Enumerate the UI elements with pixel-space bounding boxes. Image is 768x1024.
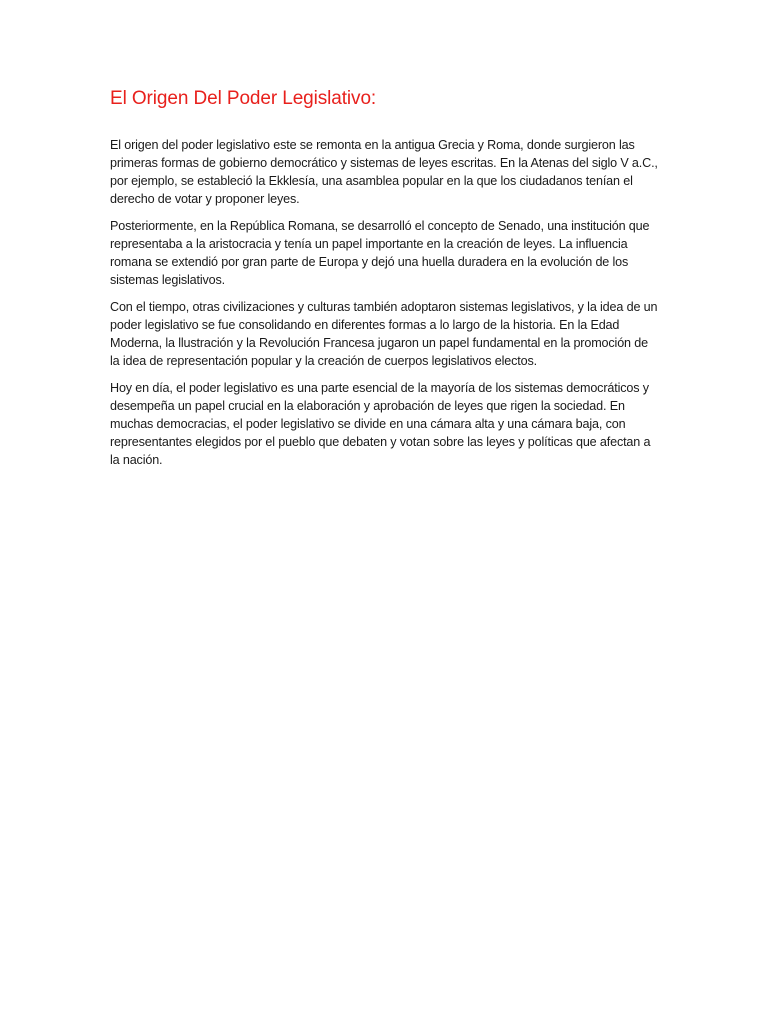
paragraph-2: Posteriormente, en la República Romana, se desarrolló el concepto de Senado, una institución que representaba a la aristocracia y tenía un papel importante en la creación de leyes. La influencia romana se extendió por gran parte de Europa y dejó una huella duradera en la evolución de los sistemas legislativos. <box>110 219 650 287</box>
paragraph-3: Con el tiempo, otras civilizaciones y culturas también adoptaron sistemas legislativos, y la idea de un poder legislativo se fue consolidando en diferentes formas a lo largo de la historia. En la Edad Moderna, la llustración y la Revolución Francesa jugaron un papel fundamental en la promoción de la idea de representación popular y la creación de cuerpos legislativos electos. <box>110 300 658 368</box>
document-title: El Origen Del Poder Legislativo: <box>110 88 377 109</box>
document-body <box>110 136 658 478</box>
paragraph-1: El origen del poder legislativo este se remonta en la antigua Grecia y Roma, donde surgieron las primeras formas de gobierno democrático y sistemas de leyes escritas. En la Atenas del siglo V a.C., por ejemplo, se estableció la Ekklesía, una asamblea popular en la que los ciudadanos tenían el derecho de votar y proponer leyes. <box>110 138 658 206</box>
paragraph-4: Hoy en día, el poder legislativo es una parte esencial de la mayoría de los sistemas democráticos y desempeña un papel crucial en la elaboración y aprobación de leyes que rigen la sociedad. En muchas democracias, el poder legislativo se divide en una cámara alta y una cámara baja, con representantes elegidos por el pueblo que debaten y votan sobre las leyes y políticas que afectan a la nación. <box>110 381 651 467</box>
